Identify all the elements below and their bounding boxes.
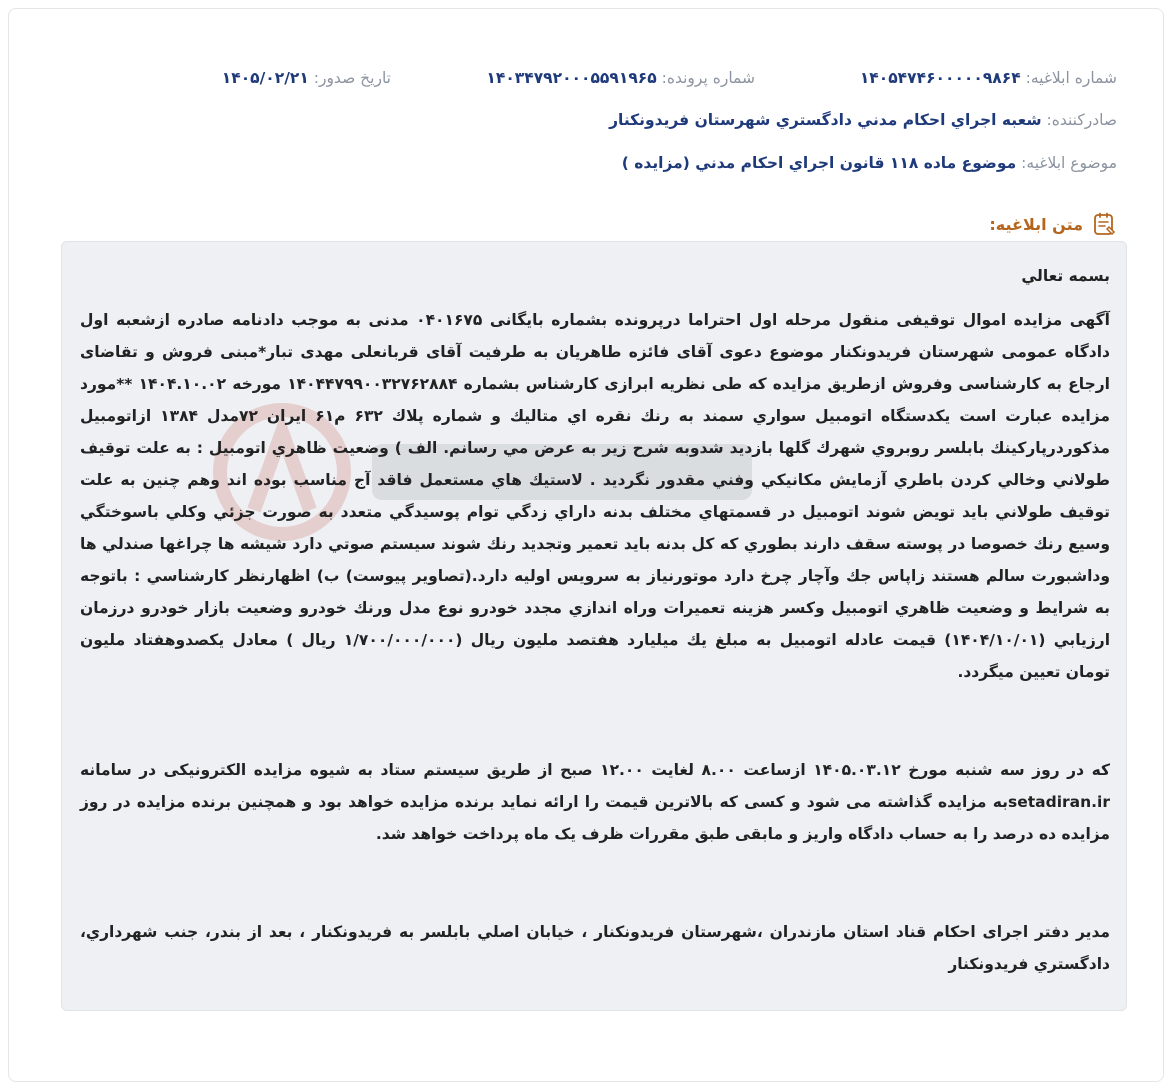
notice-number-value: ۱۴۰۵۴۷۴۶۰۰۰۰۰۹۸۶۴ [859, 69, 1021, 87]
case-number-label: شماره پرونده: [661, 69, 755, 87]
notice-text [80, 260, 1110, 980]
issue-date [222, 67, 391, 89]
notice-number [860, 67, 1117, 89]
notice-text-icon [1091, 211, 1117, 237]
section-header [989, 211, 1117, 237]
case-number-value: ۱۴۰۳۴۷۹۲۰۰۰۵۵۹۱۹۶۵ [486, 69, 657, 87]
subject-label: موضوع ابلاغيه: [1021, 154, 1117, 172]
notice-number-label: شماره ابلاغيه: [1025, 69, 1117, 87]
paragraph-auction-terms: كه در روز سه شنبه مورخ ۱۴۰۵.۰۳.۱۲ ازساعت ۸.۰۰ لغایت ۱۲.۰۰ صبح از طریق سیستم ستاد به شیوه مزایده الکترونیکی در سامانه setadiran.irبه مزایده گذاشته می شود و کسی که بالاترین قیمت را ارائه نماید برنده مزایده خواهد بود و همچنین برنده مزایده در روز مزایده ده درصد را به حساب دادگاه واریز و مابقی طبق مقررات ظرف یک ماه پرداخت خواهد شد. [80, 761, 1111, 843]
paragraph-auction-details: آگهی مزایده اموال توقیفی منقول مرحله اول احتراما درپرونده بشماره بایگانی ۰۴۰۱۶۷۵ مدنی به موجب دادنامه صادره ازشعبه اول دادگاه عمومی شهرستان فریدونکنار موضوع دعوی آقای فائزه طاهریان به طرفیت آقای قربانعلی مهدی تبار*مبنی فروش و تقاضای ارجاع به کارشناسی وفروش ازطریق مزایده که طی نظریه ابرازی کارشناس بشماره ۱۴۰۴۴۷۹۹۰۰۳۲۷۶۲۸۸۴ مورخه ۱۴۰۴.۱۰.۰۲ **مورد مزايده عبارت است يكدستگاه اتومبيل سواري سمند به رنك نقره اي متاليك و شماره پلاك ۶۳۲ م۶۱ ايران ۷۲مدل ۱۳۸۴ ازاتومبيل مذكوردرپاركينك بابلسر روبروي شهرك گلها بازديد شدوبه شرح زير به عرض مي رسانم. الف ) وضعيت ظاهري اتومبيل : به علت توقيف طولاني وخالي كردن باطري آزمايش مكانيكي وفني مقدور نگرديد . لاستيك هاي مستعمل فاقد آج مناسب بوده اند وهم چنين به علت توقيف طولاني بايد تويض شوند اتومبيل در قسمتهاي مختلف بدنه داراي زدگي توام پوسيدگي متعدد به صورت جزئي وكلي باسوختگي وسيع رنك خصوصا در پوسته سقف دارند بطوري كه كل بدنه بايد تعمير وتجديد رنك شوند سيستم صوتي دارد شيشه ها چراغها صندلي ها وداشبورت سالم هستند زاپاس جك وآچار چرخ دارد موتورنياز به سرويس اوليه دارد.(تصاوير پيوست) ب) اظهارنظر كارشناسي : باتوجه به شرايط و وضعيت ظاهري اتومبيل وكسر هزينه تعميرات وراه اندازي مجدد خودرو نوع مدل ورنك خودرو وضعيت بازار خودرو درزمان ارزيابي (۱۴۰۴/۱۰/۰۱) قيمت عادله اتومبيل به مبلغ يك ميليارد هفتصد مليون ريال (۱/۷۰۰/۰۰۰/۰۰۰ ريال ) معادل يكصدوهفتاد مليون تومان تعيين ميگردد. [80, 311, 1111, 681]
case-number [486, 67, 755, 89]
issuer [609, 109, 1117, 131]
issue-date-label: تاریخ صدور: [313, 69, 391, 87]
greeting: بسمه تعالي [1021, 267, 1110, 285]
subject-value: موضوع ماده ۱۱۸ قانون اجراي احكام مدني (مزايده ) [621, 154, 1017, 172]
issuer-value: شعبه اجراي احكام مدني دادگستري شهرستان فريدونكنار [609, 111, 1042, 129]
paragraph-office-address: مدیر دفتر اجرای احکام قناد استان مازندران ،شهرستان فریدونکنار ، خیابان اصلي بابلسر به فريدونكنار ، بعد از بندر، جنب شهرداري، دادگستري فريدونكنار [80, 923, 1110, 973]
notice-card [8, 8, 1164, 1082]
subject [622, 152, 1117, 174]
issuer-label: صادرکننده: [1046, 111, 1117, 129]
section-title: متن ابلاغيه: [989, 214, 1083, 234]
notice-text-box [61, 241, 1127, 1011]
issue-date-value: ۱۴۰۵/۰۲/۲۱ [221, 69, 309, 87]
